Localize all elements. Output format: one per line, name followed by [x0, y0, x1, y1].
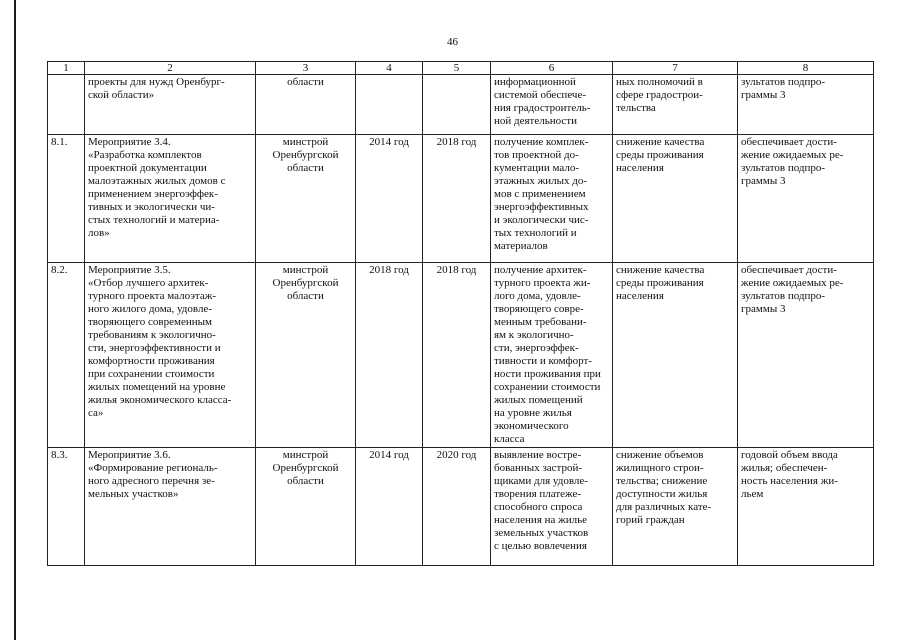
consequences-cell: снижение качества среды проживания населения	[613, 263, 738, 448]
result-cell: получение комплек- тов проектной до- кументации мало- этажных жилых до- мов с применением энергоэффективных и экологически чис- тых технологий и материалов	[491, 135, 613, 263]
consequences-cell: снижение качества среды проживания населения	[613, 135, 738, 263]
table-row	[48, 135, 874, 263]
row-number: 8.3.	[48, 448, 85, 566]
column-number: 6	[491, 62, 613, 75]
start-year-cell: 2018 год	[356, 263, 423, 448]
end-year-cell: 2020 год	[423, 448, 491, 566]
event-cell: Мероприятие 3.4. «Разработка комплектов проектной документации малоэтажных жилых домов с применением энергоэффек- тивных и экологически чи- стых технологий и материа- лов»	[85, 135, 256, 263]
consequences-cell: снижение объемов жилищного строи- тельства; снижение доступности жилья для различных кате- горий граждан	[613, 448, 738, 566]
column-number: 3	[256, 62, 356, 75]
end-year-cell: 2018 год	[423, 135, 491, 263]
column-number: 4	[356, 62, 423, 75]
event-cell: проекты для нужд Оренбург- ской области»	[85, 75, 256, 135]
executor-cell: области	[256, 75, 356, 135]
result-cell: получение архитек- турного проекта жи- лого дома, удовле- творяющего совре- менным требовани- ям к экологично- сти, энергоэффек- тивности и комфорт- ности проживания при сохранении стоимости жилых помещений на уровне жилья экономического класса	[491, 263, 613, 448]
executor-cell: минстрой Оренбургской области	[256, 135, 356, 263]
column-number: 1	[48, 62, 85, 75]
indicator-link-cell: годовой объем ввода жилья; обеспечен- ность населения жи- льем	[738, 448, 874, 566]
page-number: 46	[447, 36, 458, 48]
scan-edge-line	[14, 0, 16, 640]
table-row	[48, 75, 874, 135]
result-cell: информационной системой обеспече- ния градостроитель- ной деятельности	[491, 75, 613, 135]
table-row	[48, 448, 874, 566]
event-cell: Мероприятие 3.5. «Отбор лучшего архитек- турного проекта малоэтаж- ного жилого дома, удовле- творяющего современным требованиям к экологично- сти, энергоэффективности и комфортности проживания при сохранении стоимости жилых помещений на уровне жилья экономического класса- са»	[85, 263, 256, 448]
column-number: 2	[85, 62, 256, 75]
consequences-cell: ных полномочий в сфере градострои- тельства	[613, 75, 738, 135]
end-year-cell: 2018 год	[423, 263, 491, 448]
row-number	[48, 75, 85, 135]
executor-cell: минстрой Оренбургской области	[256, 448, 356, 566]
start-year-cell	[356, 75, 423, 135]
table-row	[48, 263, 874, 448]
column-number: 7	[613, 62, 738, 75]
indicator-link-cell: зультатов подпро- граммы 3	[738, 75, 874, 135]
executor-cell: минстрой Оренбургской области	[256, 263, 356, 448]
start-year-cell: 2014 год	[356, 448, 423, 566]
result-cell: выявление востре- бованных застрой- щиками для удовле- творения платеже- способного спроса населения на жилье земельных участков с целью вовлечения	[491, 448, 613, 566]
indicator-link-cell: обеспечивает дости- жение ожидаемых ре- зультатов подпро- граммы 3	[738, 263, 874, 448]
row-number: 8.1.	[48, 135, 85, 263]
column-number: 5	[423, 62, 491, 75]
row-number: 8.2.	[48, 263, 85, 448]
measures-table	[47, 61, 874, 566]
start-year-cell: 2014 год	[356, 135, 423, 263]
end-year-cell	[423, 75, 491, 135]
column-number-row	[48, 62, 874, 75]
indicator-link-cell: обеспечивает дости- жение ожидаемых ре- зультатов подпро- граммы 3	[738, 135, 874, 263]
event-cell: Мероприятие 3.6. «Формирование региональ- ного адресного перечня зе- мельных участков»	[85, 448, 256, 566]
column-number: 8	[738, 62, 874, 75]
